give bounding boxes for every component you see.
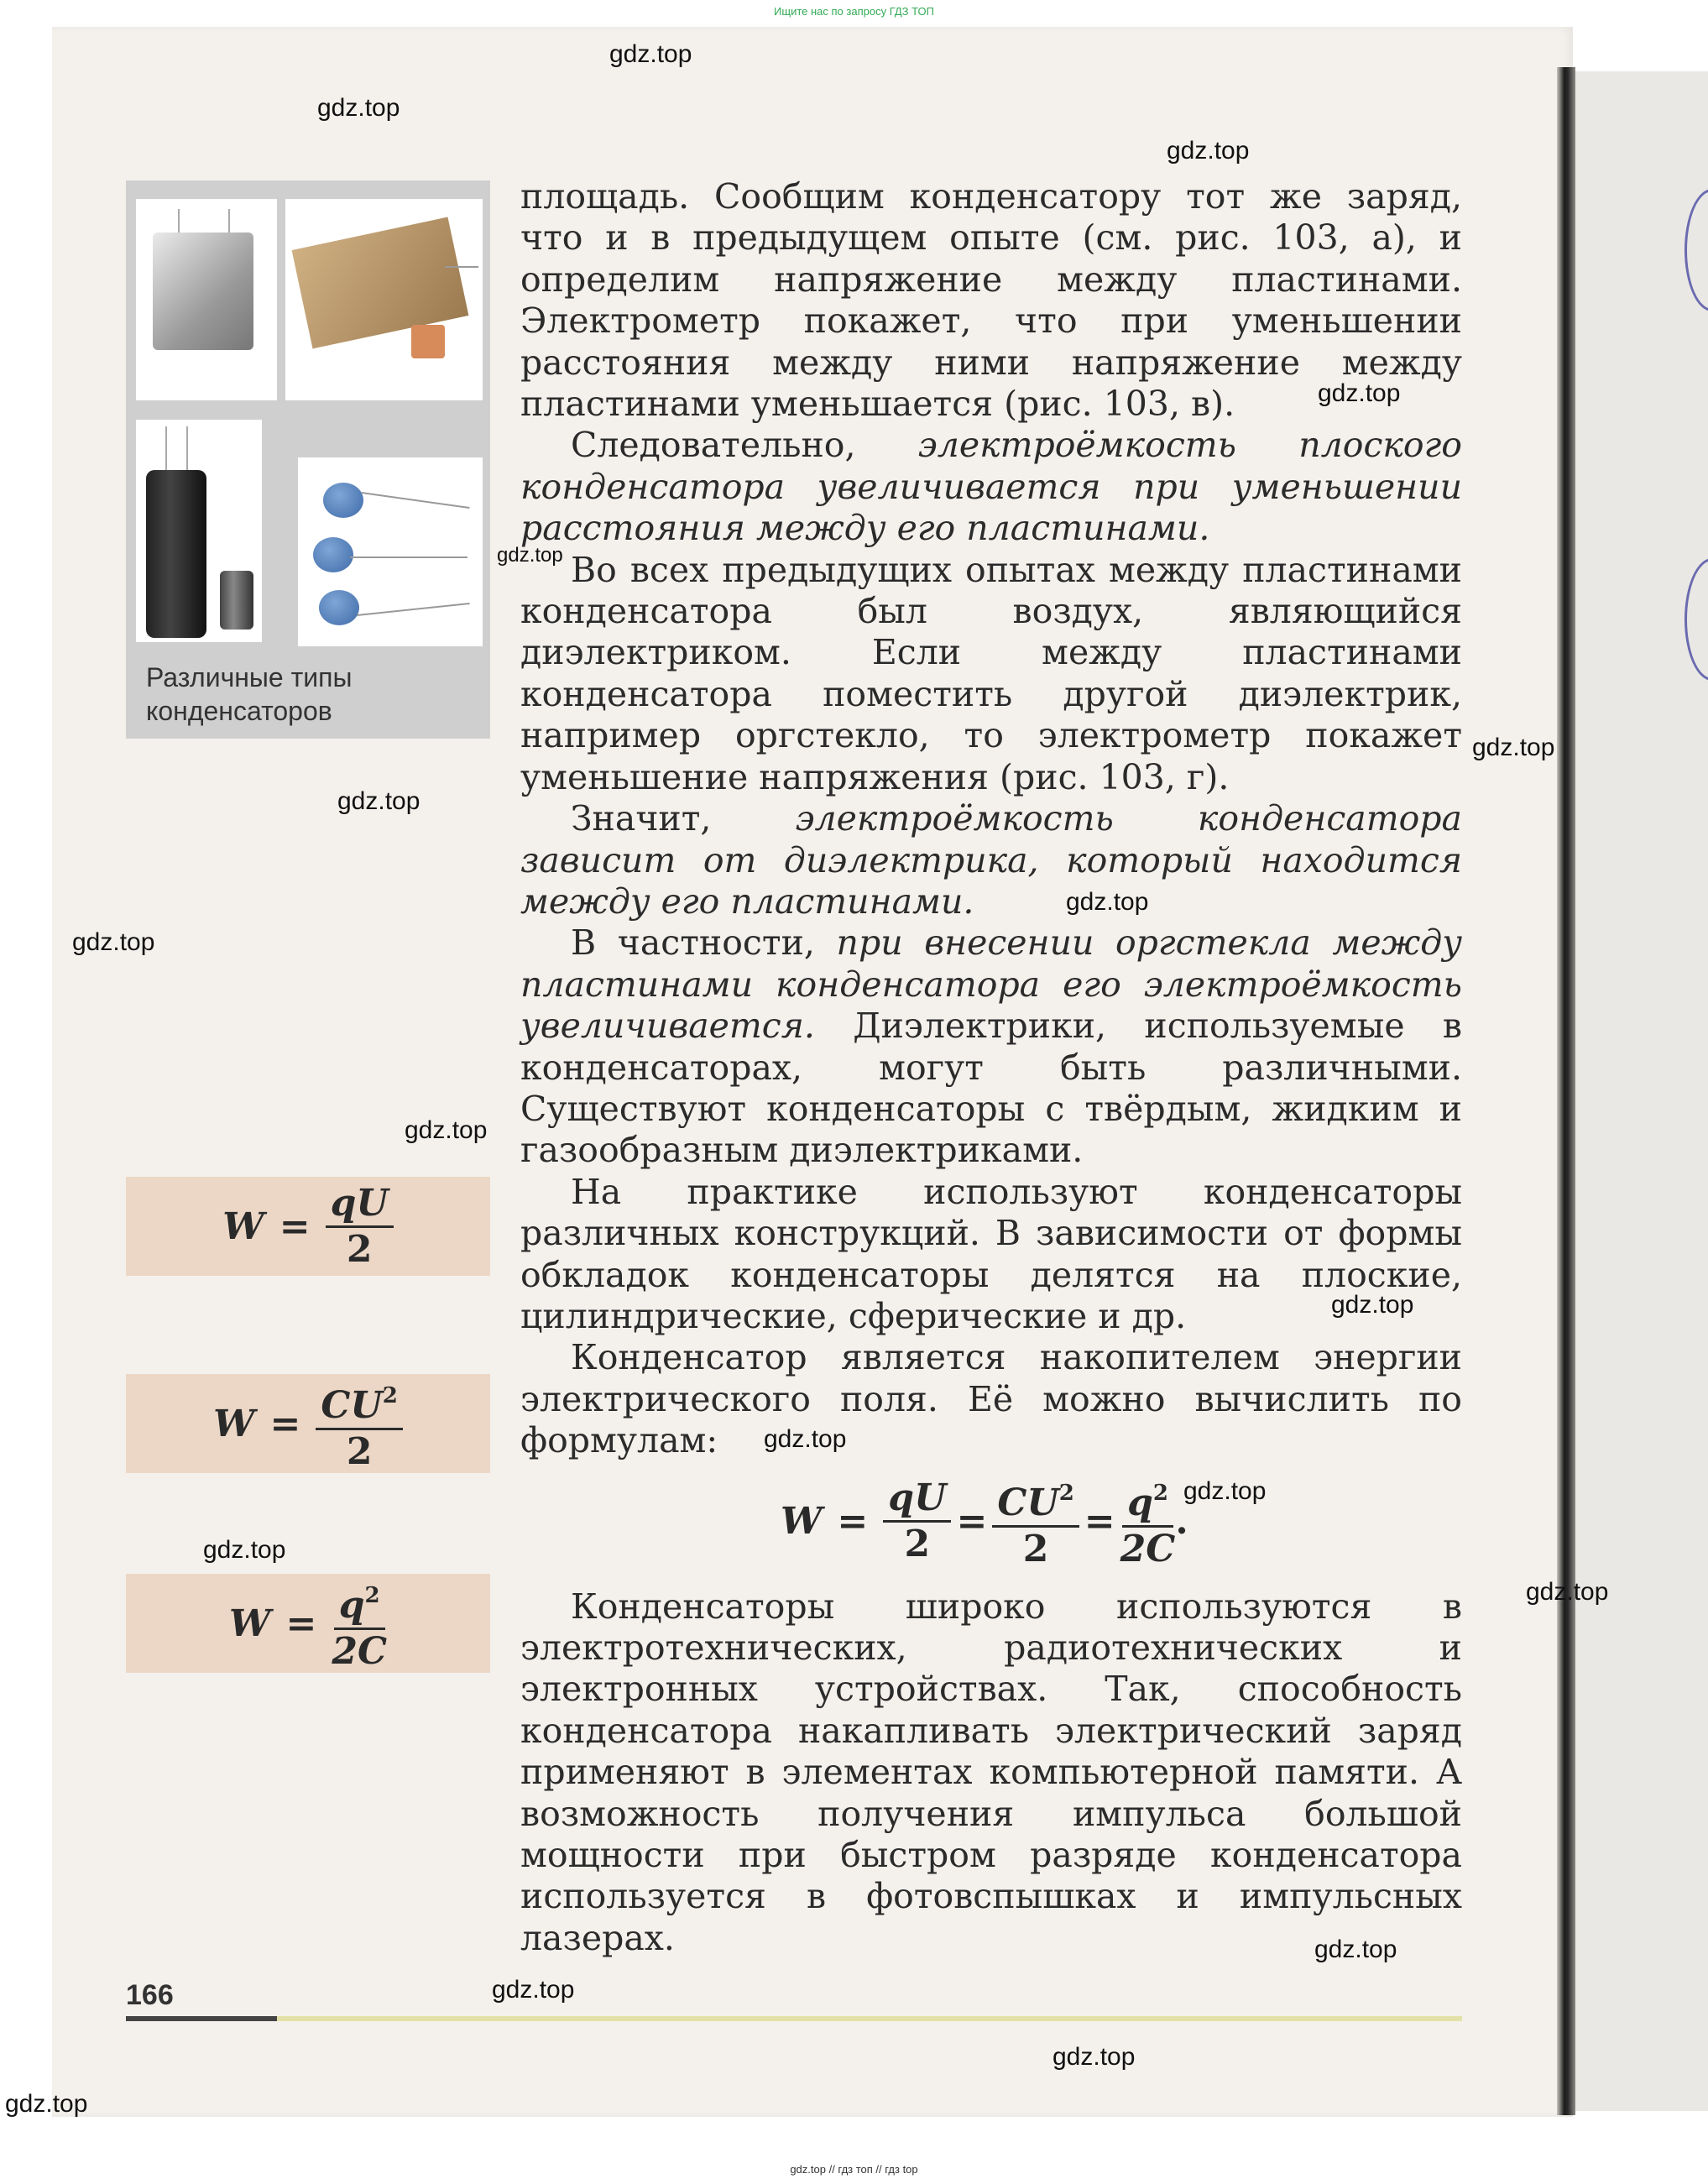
watermark: gdz.top	[1314, 1936, 1397, 1963]
main-text	[520, 176, 1462, 1959]
photo-electrolytic-capacitor	[136, 420, 262, 642]
formula-numerator: q	[338, 1583, 365, 1627]
watermark: gdz.top	[1472, 734, 1555, 761]
photo-ceramic-capacitor	[285, 199, 483, 400]
emphasis: при внесении оргстекла между пластинами конденсатора его электроёмкость увеличивается.	[520, 922, 1462, 1047]
formula-lhs: W	[229, 1601, 271, 1645]
paragraph-8: Конденсаторы широко используются в электротехнических, радиотехнических и электронных устройствах. Так, способность конденсатора накапливать электрический заряд применяют в элементах компьютерной памяти. А возможность получения импульса большой мощности при быстром разряде конденсатора используется в фотовспышках и импульсных лазерах.	[520, 1586, 1462, 1958]
top-banner: Ищите нас по запросу ГДЗ ТОП	[774, 5, 934, 18]
watermark: gdz.top	[764, 1425, 847, 1453]
watermark: gdz.top	[609, 40, 692, 68]
formula-numerator: CU	[321, 1383, 383, 1427]
formula-denominator: 2C	[332, 1629, 387, 1673]
book-spine	[1557, 67, 1575, 2115]
watermark: gdz.top	[1331, 1291, 1414, 1319]
watermark: gdz.top	[337, 787, 420, 815]
formula-numerator: qU	[326, 1183, 394, 1228]
formula-lhs: W	[213, 1402, 255, 1445]
watermark: gdz.top	[1183, 1477, 1267, 1505]
footer-rule-accent	[126, 2016, 277, 2021]
pen-mark	[1684, 558, 1708, 681]
photo-disc-capacitors	[298, 457, 483, 646]
bottom-banner: gdz.top // гдз топ // гдз top	[790, 2163, 918, 2176]
watermark: gdz.top	[203, 1536, 286, 1564]
formula-box-3: W = $\frac{q^2}{2C}$	[126, 1574, 490, 1673]
watermark: gdz.top	[5, 2090, 88, 2118]
paragraph-4: Значит, электроёмкость конденсатора зависит от диэлектрика, который находится между его пластинами.	[520, 798, 1462, 922]
watermark: gdz.top	[497, 544, 563, 567]
watermark: gdz.top	[317, 94, 400, 122]
formula-box-1: W = $\frac{qU}{2}$	[126, 1177, 490, 1276]
energy-formula: W = $\frac{qU}{2}$ = $\frac{CU^2}{2}$ = $\frac{q^2}{2C}$ .	[781, 1473, 1188, 1570]
watermark: gdz.top	[492, 1976, 575, 2004]
watermark: gdz.top	[72, 928, 155, 956]
next-page-edge	[1575, 71, 1708, 2111]
footer-rule	[126, 2016, 1462, 2021]
watermark: gdz.top	[1318, 379, 1401, 407]
paragraph-7: Конденсатор является накопителем энергии электрического поля. Её можно вычислить по формулам:	[520, 1337, 1462, 1461]
photo-caption: Различные типы конденсаторов	[146, 662, 353, 726]
watermark: gdz.top	[1167, 137, 1250, 165]
capacitor-photo-panel	[126, 180, 490, 739]
formula-exponent: 2	[364, 1582, 380, 1608]
paragraph-1: площадь. Сообщим конденсатору тот же заряд, что и в предыдущем опыте (см. рис. 103, а), и определим напряжение между пластинами. Электрометр покажет, что при уменьшении расстояния между ними напряжение между пластинами уменьшается (рис. 103, в).	[520, 176, 1462, 425]
formula-denominator: 2	[346, 1429, 373, 1473]
page-number: 166	[126, 1979, 174, 2011]
emphasis: электроёмкость плоского конденсатора увеличивается при уменьшении расстояния между его пластинами.	[520, 425, 1462, 549]
watermark: gdz.top	[1526, 1578, 1609, 1606]
paragraph-5: В частности, при внесении оргстекла между пластинами конденсатора его электроёмкость увеличивается. Диэлектрики, используемые в конденсаторах, могут быть различными. Существуют конденсаторы с твёрдым, жидким и газообразным диэлектриками.	[520, 922, 1462, 1171]
paragraph-2: Следовательно, электроёмкость плоского конденсатора увеличивается при уменьшении расстояния между его пластинами.	[520, 425, 1462, 549]
formula-lhs: W	[222, 1204, 264, 1248]
paragraph-6: На практике используют конденсаторы различных конструкций. В зависимости от формы обкладок конденсаторы делятся на плоские, цилиндрические, сферические и др.	[520, 1171, 1462, 1336]
pen-mark	[1684, 189, 1708, 311]
emphasis: электроёмкость конденсатора зависит от диэлектрика, который находится между его пластинами.	[520, 798, 1462, 922]
watermark: gdz.top	[1066, 888, 1149, 916]
photo-paper-capacitor	[136, 199, 277, 400]
formula-box-2: W = $\frac{CU^2}{2}$	[126, 1374, 490, 1473]
paragraph-3: Во всех предыдущих опытах между пластинами конденсатора был воздух, являющийся диэлектриком. Если между пластинами конденсатора поместить другой диэлектрик, например оргстекло, то электрометр покажет уменьшение напряжения (рис. 103, г).	[520, 549, 1462, 797]
watermark: gdz.top	[1052, 2043, 1136, 2071]
formula-denominator: 2	[346, 1227, 373, 1271]
watermark: gdz.top	[405, 1116, 488, 1144]
formula-exponent: 2	[382, 1382, 398, 1408]
